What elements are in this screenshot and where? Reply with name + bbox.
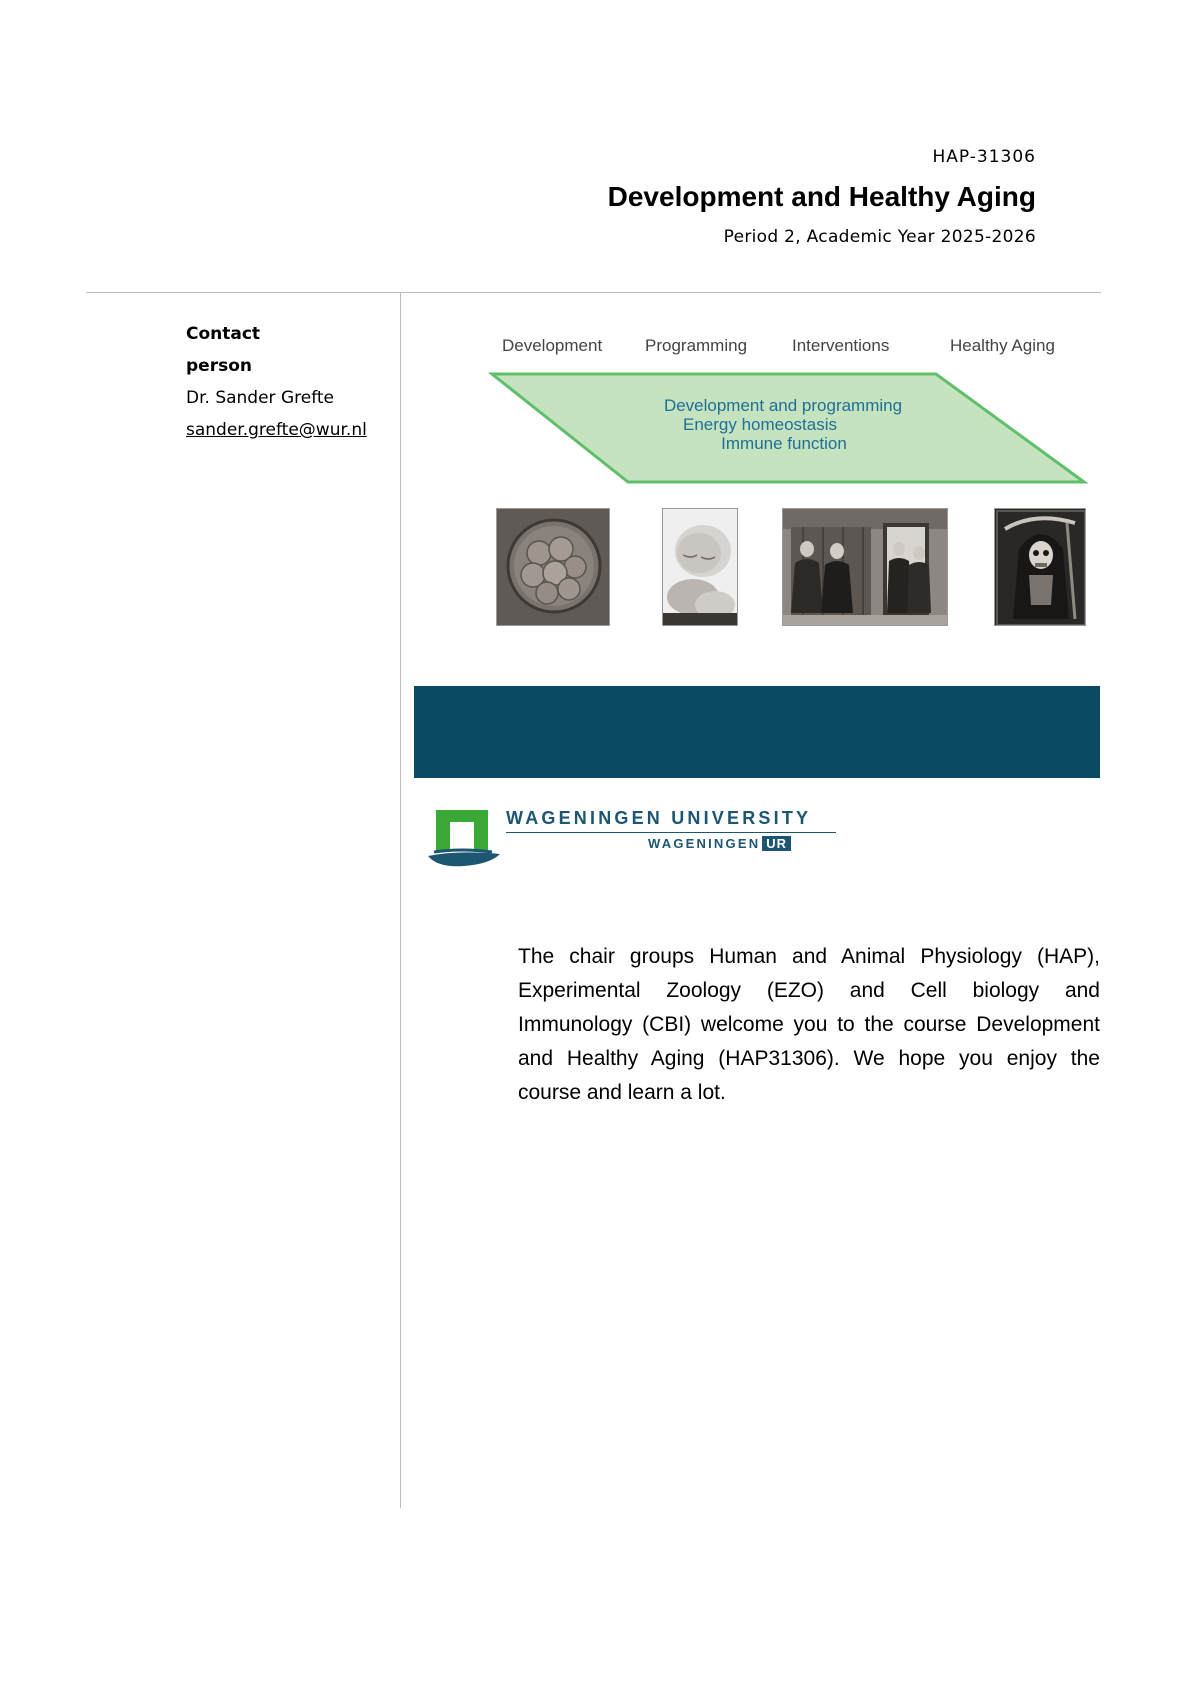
sleeping-baby-photo bbox=[662, 508, 738, 626]
welcome-paragraph: The chair groups Human and Animal Physiology (HAP), Experimental Zoology (EZO) and Cell biology and Immunology (CBI) welcome you to the course Development and Healthy Aging (HAP31306). We hope you enjoy the course and learn a lot. bbox=[518, 945, 1100, 1104]
contact-sidebar bbox=[186, 318, 396, 446]
topic-energy-homeostasis: Energy homeostasis bbox=[682, 415, 838, 434]
decorative-band bbox=[414, 686, 1100, 778]
grim-reaper-photo bbox=[994, 508, 1086, 626]
horizontal-divider bbox=[86, 292, 1101, 293]
topic-immune-function: Immune function bbox=[721, 434, 847, 453]
stage-label-programming: Programming bbox=[645, 336, 748, 355]
contact-email-link[interactable]: sander.grefte@wur.nl bbox=[186, 420, 367, 440]
logo-wur-text bbox=[648, 836, 791, 851]
course-title: Development and Healthy Aging bbox=[607, 181, 1036, 212]
vertical-divider bbox=[400, 292, 401, 1508]
stage-label-healthy-aging: Healthy Aging bbox=[950, 336, 1055, 355]
contact-heading: Contact person bbox=[186, 324, 261, 376]
topic-development-programming: Development and programming bbox=[663, 396, 903, 415]
logo-ur-box: UR bbox=[762, 836, 791, 851]
embryo-cells-photo bbox=[496, 508, 610, 626]
course-header bbox=[608, 146, 1036, 248]
topics-list bbox=[518, 396, 1048, 453]
course-code: HAP-31306 bbox=[932, 147, 1036, 167]
logo-divider bbox=[506, 832, 836, 833]
logo-wur-word: WAGENINGEN bbox=[648, 836, 761, 851]
stage-label-interventions: Interventions bbox=[792, 336, 890, 355]
contact-name: Dr. Sander Grefte bbox=[186, 388, 335, 408]
course-diagram bbox=[488, 330, 1088, 630]
wageningen-logo-mark bbox=[426, 806, 504, 868]
wageningen-logo bbox=[426, 806, 846, 868]
course-period: Period 2, Academic Year 2025-2026 bbox=[723, 227, 1036, 247]
stage-label-development: Development bbox=[502, 336, 603, 355]
logo-university-text: WAGENINGEN UNIVERSITY bbox=[506, 808, 812, 828]
elderly-group-photo bbox=[782, 508, 948, 626]
